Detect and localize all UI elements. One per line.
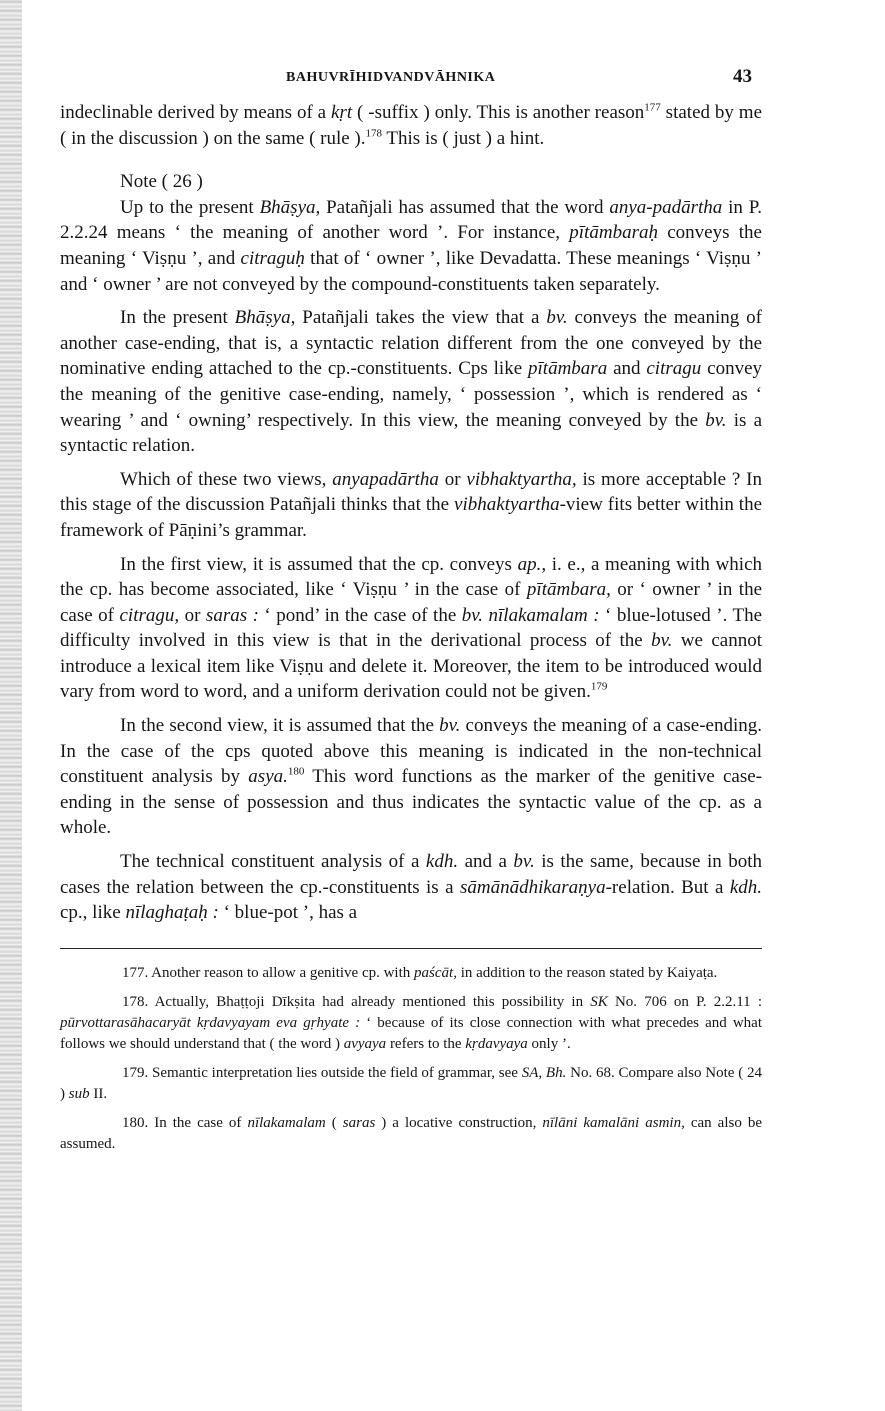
running-head: BAHUVRĪHIDVANDVĀHNIKA (286, 70, 496, 85)
footnote-rule (60, 948, 762, 949)
paragraph: The technical constituent analysis of a kdh. and a bv. is the same, because in both cases the relation between the cp.-constituents is a sāmānādhikaraṇya-relation. But a kdh. cp., like nīlaghaṭaḥ : ‘ blue-pot ’, has a (60, 851, 762, 924)
footnote-ref[interactable]: 180 (287, 765, 305, 778)
note-heading: Note ( 26 ) (120, 171, 203, 193)
footnotes (60, 963, 762, 1155)
paragraph: In the second view, it is assumed that the bv. conveys the meaning of a case-ending. In the case of the cps quoted above this meaning is indicated in the non-technical constituent analysis by asya.$^{180}$ This word functions as the marker of the genitive case-ending in the sense of possession and thus indicates the syntactic value of the cp. as a whole. (60, 715, 763, 839)
footnote-177: 177. Another reason to allow a genitive cp. with paścāt, in addition to the reason stated by Kaiyaṭa. (122, 964, 718, 981)
page-number: 43 (733, 66, 752, 87)
footnote-ref[interactable]: 178 (365, 127, 383, 140)
book-binding-edge (0, 0, 22, 1411)
page (60, 60, 762, 1360)
footnote-ref[interactable]: 179 (590, 681, 608, 694)
paragraph: Which of these two views, anyapadārtha or vibhaktyartha, is more acceptable ? In this stage of the discussion Patañjali thinks that the vibhaktyartha-view fits better within the framework of Pāṇini’s grammar. (60, 468, 763, 541)
paragraph-continuation: indeclinable derived by means of a kṛt ( -suffix ) only. This is another reason$^{177}$ stated by me ( in the discussion ) on the same ( rule ).$^{178}$ This is ( just ) a hint. (60, 101, 763, 149)
paragraph: In the first view, it is assumed that the cp. conveys ap., i. e., a meaning with which the cp. has become associated, like ‘ Viṣṇu ’ in the case of pītāmbara, or ‘ owner ’ in the case of citragu, or saras : ‘ pond’ in the case of the bv. nīlakamalam : ‘ blue-lotused ’. The difficulty involved in this view is that in the derivational process of the bv. we cannot introduce a lexical item like Viṣṇu and delete it. Moreover, the item to be introduced would vary from word to word, and a uniform derivation could not be given.$^{179}$ (60, 553, 762, 703)
footnote-178: 178. Actually, Bhaṭṭoji Dīkṣita had already mentioned this possibility in SK No. 706 on P. 2.2.11 : pūrvottarasāhacaryāt kṛdavyayam eva gṛhyate : ‘ because of its close connection with what precedes and what follows we should understand that ( the word ) avyaya refers to the kṛdavyaya only ’. (60, 993, 762, 1052)
paragraph: Up to the present Bhāṣya, Patañjali has assumed that the word anya-padārtha in P. 2.2.24 means ‘ the meaning of another word ’. For instance, pītāmbaraḥ conveys the meaning ‘ Viṣṇu ’, and citraguḥ that of ‘ owner ’, like Devadatta. These meanings ‘ Viṣṇu ’ and ‘ owner ’ are not conveyed by the compound-constituents taken separately. (60, 196, 762, 295)
footnote-179: 179. Semantic interpretation lies outside the field of grammar, see SA, Bh. No. 68. Compare also Note ( 24 ) sub II. (60, 1064, 763, 1102)
paragraph: In the present Bhāṣya, Patañjali takes the view that a bv. conveys the meaning of another case-ending, that is, a syntactic relation different from the one conveyed by the nominative ending attached to the cp.-constituents. Cps like pītāmbara and citragu convey the meaning of the genitive case-ending, namely, ‘ possession ’, which is rendered as ‘ wearing ’ and ‘ owning’ respectively. In this view, the meaning conveyed by the bv. is a syntactic relation. (60, 307, 763, 457)
page-header (60, 60, 762, 100)
footnote-ref[interactable]: 177 (644, 101, 661, 114)
body-text (60, 100, 762, 926)
footnote-180: 180. In the case of nīlakamalam ( saras ) a locative construction, nīlāni kamalāni asmin, can also be assumed. (60, 1114, 762, 1152)
